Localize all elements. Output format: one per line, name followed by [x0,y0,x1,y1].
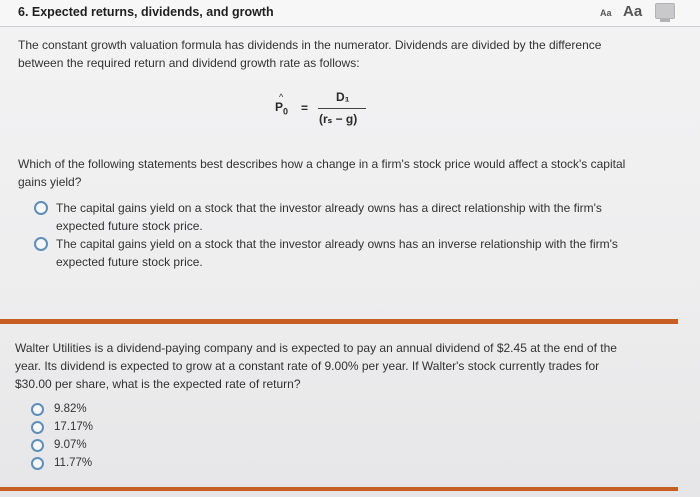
option-line-2: expected future stock price. [56,255,203,269]
question1-line-1: Which of the following statements best describes how a change in a firm's stock price would affect a stock's capital [18,157,626,171]
question2-line-1: Walter Utilities is a dividend-paying company and is expected to pay an annual dividend of $2.45 at the end of the [15,341,617,355]
formula-equals: = [301,101,309,115]
radio-button[interactable] [34,201,48,215]
option-line-1: The capital gains yield on a stock that the investor already owns has a direct relationship with the firm's [56,201,602,215]
question1-line-2: gains yield? [18,175,82,189]
question2-line-2: year. Its dividend is expected to grow at a constant rate of 9.00% per year. If Walter's stock currently trades for [15,359,600,373]
radio-button[interactable] [34,237,48,251]
radio-button[interactable] [31,403,44,416]
question-header [0,0,700,27]
constant-growth-formula [273,90,383,135]
radio-button[interactable] [31,421,44,434]
radio-button[interactable] [31,439,44,452]
option-line-1: The capital gains yield on a stock that the investor already owns has an inverse relationship with the firm's [56,237,618,251]
question2-text [15,339,617,393]
q1-option-inverse[interactable] [34,235,618,271]
formula-numerator: D₁ [336,90,350,104]
q2-option-1[interactable] [31,400,87,418]
decrease-font-button[interactable]: Aa [600,8,612,18]
screen-icon[interactable] [655,3,675,19]
fraction-bar [318,108,366,109]
intro-text [18,36,601,72]
option-label: 9.07% [54,439,87,451]
intro-line-2: between the required return and dividend growth rate as follows: [18,56,360,70]
radio-button[interactable] [31,457,44,470]
question1-text [18,155,625,191]
formula-price-subscript: 0 [283,106,289,117]
intro-line-1: The constant growth valuation formula has dividends in the numerator. Dividends are divided by the difference [18,38,602,52]
section-divider [0,319,678,324]
option-line-2: expected future stock price. [56,219,203,233]
q1-option-direct[interactable] [34,199,602,235]
option-label: 9.82% [54,403,87,415]
option-label: 17.17% [54,421,94,433]
formula-price-symbol: P [275,100,284,114]
formula-price [275,100,288,116]
question-title: 6. Expected returns, dividends, and growth [18,5,274,19]
formula-denominator: (rₛ − g) [319,112,358,126]
increase-font-button[interactable]: Aa [623,3,643,20]
option-label: 11.77% [54,457,93,469]
hat-mark: ^ [279,92,284,102]
q2-option-3[interactable] [31,436,87,454]
question2-line-3: $30.00 per share, what is the expected rate of return? [15,377,301,391]
bottom-divider [0,487,678,491]
q2-option-4[interactable] [31,454,92,472]
q2-option-2[interactable] [31,418,93,436]
